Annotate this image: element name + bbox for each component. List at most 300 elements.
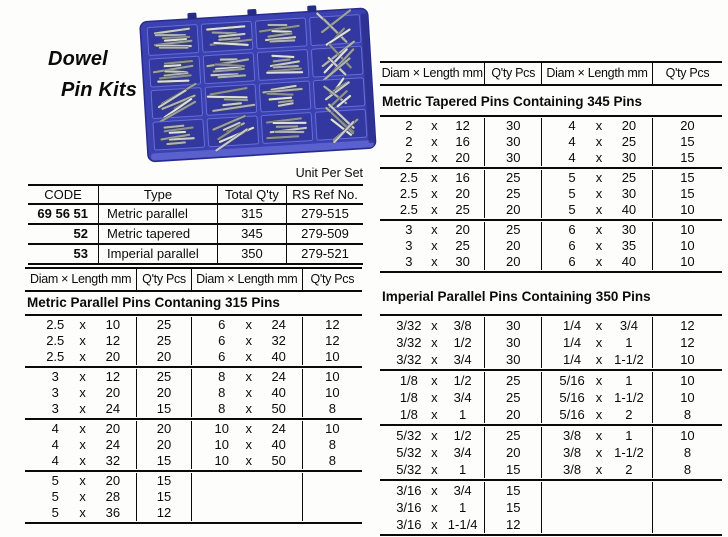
qty-cell: 12 — [680, 318, 695, 333]
qty-cell: 15 — [680, 186, 695, 201]
size-cell — [192, 369, 303, 385]
diameter-value: 4 — [51, 453, 59, 468]
qty-cell: 8 — [328, 437, 336, 452]
qty-cell: 20 — [137, 349, 192, 365]
length-value: 35 — [621, 238, 637, 253]
unit-per-set-label: Unit Per Set — [295, 166, 363, 180]
length-value: 30 — [621, 222, 637, 237]
length-value: 40 — [271, 349, 286, 364]
qty-cell: 25 — [137, 369, 192, 385]
times-separator: x — [595, 373, 603, 388]
qty-cell: 12 — [680, 335, 695, 350]
pin-row — [25, 333, 362, 349]
diameter-value: 3 — [405, 254, 413, 269]
code-table-header-row — [28, 184, 363, 205]
size-cell — [542, 150, 653, 166]
diameter-value: 1/8 — [399, 407, 418, 422]
size-cell — [380, 406, 485, 423]
pin-row — [380, 516, 722, 533]
times-separator — [242, 489, 256, 505]
code-table — [28, 184, 363, 265]
diameter-value: 3/16 — [396, 483, 422, 498]
qty-cell: 10 — [325, 349, 340, 364]
pin-row — [380, 170, 722, 186]
qty-cell: 10 — [325, 385, 340, 400]
times-separator: x — [595, 445, 603, 460]
size-cell — [380, 516, 485, 533]
pin-group — [380, 371, 722, 426]
diameter-value: 2.5 — [46, 317, 65, 332]
times-separator: x — [79, 421, 86, 436]
size-cell — [25, 349, 137, 365]
pin-row — [380, 406, 722, 423]
pin-group — [25, 472, 362, 524]
diam-length-header: Diam × Length mm — [542, 63, 653, 84]
times-separator: x — [431, 390, 438, 405]
length-value: 30 — [621, 186, 637, 201]
times-separator: x — [79, 349, 86, 364]
pin-row — [380, 372, 722, 389]
qty-cell: 15 — [137, 489, 192, 505]
size-cell — [380, 238, 485, 254]
qty-pcs-header: Q'ty Pcs — [665, 66, 710, 80]
diameter-value: 2.5 — [399, 186, 418, 201]
page-title — [48, 44, 137, 106]
rs-ref-header: RS Ref No. — [292, 187, 358, 202]
length-value: 1/2 — [453, 335, 472, 350]
metric-tapered-body — [380, 117, 722, 273]
qty-cell: 25 — [485, 372, 542, 389]
diameter-value: 5 — [568, 202, 576, 217]
qty-cell: 12 — [325, 333, 340, 348]
size-cell — [25, 473, 137, 489]
diameter-value: 3/32 — [396, 352, 422, 367]
length-value: 30 — [455, 254, 470, 269]
rs-ref-cell: 279-509 — [301, 226, 349, 241]
size-cell — [380, 351, 485, 368]
diameter-value: 6 — [218, 333, 226, 348]
qty-cell: 8 — [328, 453, 336, 468]
length-value — [256, 505, 302, 521]
times-separator: x — [245, 421, 252, 436]
qty-cell: 30 — [485, 134, 542, 150]
size-cell — [380, 499, 485, 516]
type-cell: Metric tapered — [99, 225, 218, 243]
pin-table-header-row — [25, 267, 362, 292]
dowel-pin — [159, 46, 189, 49]
length-value: 1 — [625, 373, 633, 388]
size-cell — [380, 427, 485, 444]
total-qty-cell: 345 — [218, 225, 287, 243]
qty-cell: 25 — [485, 389, 542, 406]
size-cell — [380, 334, 485, 351]
times-separator: x — [595, 238, 603, 253]
length-value: 20 — [105, 473, 121, 488]
pin-group — [25, 368, 362, 420]
length-value: 1-1/4 — [447, 517, 478, 532]
times-separator: x — [595, 118, 603, 133]
times-separator: x — [595, 134, 603, 149]
qty-cell: 25 — [485, 186, 542, 202]
case-compartment — [153, 119, 205, 150]
qty-cell: 12 — [485, 516, 542, 533]
pin-row — [380, 499, 722, 516]
size-cell — [192, 489, 303, 505]
pin-group — [380, 481, 722, 536]
length-value: 25 — [455, 202, 470, 217]
qty-cell: 25 — [485, 427, 542, 444]
qty-pcs-header: Q'ty Pcs — [137, 269, 192, 290]
qty-cell — [653, 482, 722, 499]
size-cell — [192, 437, 303, 453]
times-separator: x — [245, 385, 252, 400]
code-cell: 69 56 51 — [28, 205, 99, 223]
pin-group — [380, 169, 722, 221]
qty-cell: 15 — [680, 150, 695, 165]
times-separator: x — [245, 333, 252, 348]
length-value: 1/2 — [453, 373, 472, 388]
dowel-pin — [272, 122, 307, 125]
dowel-pin — [274, 131, 304, 134]
length-value: 16 — [455, 134, 470, 149]
length-value: 32 — [271, 333, 286, 348]
pin-row — [25, 453, 362, 469]
length-value — [606, 499, 652, 516]
length-value: 3/4 — [453, 445, 472, 460]
length-value: 20 — [621, 118, 637, 133]
pin-row — [380, 444, 722, 461]
size-cell — [380, 372, 485, 389]
qty-cell: 10 — [680, 428, 695, 443]
metric-tapered-section-title: Metric Tapered Pins Containing 345 Pins — [380, 86, 722, 117]
qty-cell: 10 — [325, 369, 340, 384]
metric-parallel-section-title: Metric Parallel Pins Contaning 315 Pins — [25, 292, 362, 316]
times-separator: x — [595, 390, 603, 405]
length-value: 1 — [459, 407, 467, 422]
length-value: 2 — [625, 407, 633, 422]
times-separator: x — [595, 222, 603, 237]
length-value: 12 — [105, 369, 121, 384]
size-cell — [542, 202, 653, 218]
pin-row — [380, 317, 722, 334]
qty-pcs-header: Q'ty Pcs — [485, 63, 542, 84]
length-value: 1 — [459, 500, 467, 515]
length-value: 50 — [271, 453, 286, 468]
diameter-value: 3 — [51, 401, 59, 416]
times-separator: x — [79, 317, 86, 332]
size-cell — [192, 385, 303, 401]
length-value: 2 — [625, 462, 633, 477]
pin-row — [25, 369, 362, 385]
length-value: 24 — [271, 421, 286, 436]
diameter-value: 1/8 — [399, 373, 418, 388]
qty-cell: 12 — [325, 317, 340, 332]
qty-cell: 25 — [485, 222, 542, 238]
qty-cell: 30 — [485, 150, 542, 166]
pin-kit-case-photo — [134, 2, 380, 172]
qty-cell: 15 — [137, 473, 192, 489]
times-separator: x — [595, 407, 603, 422]
length-value: 3/4 — [453, 483, 472, 498]
diameter-value: 3/8 — [563, 445, 582, 460]
length-value: 32 — [105, 453, 121, 468]
diameter-value: 5 — [51, 489, 59, 504]
diameter-value: 5/16 — [559, 390, 585, 405]
total-qty-cell: 315 — [218, 205, 287, 223]
times-separator: x — [431, 238, 438, 253]
times-separator: x — [595, 254, 603, 269]
size-cell — [192, 505, 303, 521]
size-cell — [25, 437, 137, 453]
diameter-value: 1/8 — [399, 390, 418, 405]
pin-row — [380, 238, 722, 254]
type-cell: Imperial parallel — [99, 245, 218, 263]
size-cell — [192, 401, 303, 417]
times-separator: x — [79, 505, 86, 520]
diameter-value: 5/32 — [396, 428, 422, 443]
diameter-value: 5/16 — [559, 407, 585, 422]
diameter-value: 3 — [405, 238, 413, 253]
pin-row — [25, 505, 362, 521]
length-value: 1-1/2 — [614, 390, 644, 405]
diameter-value: 5 — [51, 473, 59, 488]
size-cell — [542, 238, 653, 254]
times-separator: x — [79, 453, 86, 468]
length-value — [256, 489, 302, 505]
rs-ref-cell: 279-515 — [301, 206, 349, 221]
times-separator: x — [431, 428, 438, 443]
times-separator: x — [245, 401, 252, 416]
code-header: CODE — [28, 186, 99, 203]
pin-row — [380, 254, 722, 270]
times-separator: x — [79, 401, 86, 416]
dowel-pin — [275, 125, 298, 128]
qty-cell: 10 — [680, 202, 695, 217]
pin-table-header-row — [380, 61, 722, 86]
times-separator: x — [79, 385, 86, 400]
length-value: 10 — [105, 317, 121, 332]
size-cell — [542, 134, 653, 150]
diameter-value: 4 — [568, 118, 576, 133]
pin-row — [380, 150, 722, 166]
times-separator: x — [245, 437, 252, 452]
diameter-value — [552, 499, 592, 516]
qty-cell: 20 — [485, 238, 542, 254]
qty-cell: 20 — [485, 254, 542, 270]
qty-cell: 25 — [137, 317, 192, 333]
times-separator: x — [431, 170, 438, 185]
times-separator: x — [79, 473, 86, 488]
pin-row — [380, 389, 722, 406]
pin-group — [25, 420, 362, 472]
times-separator: x — [595, 335, 603, 350]
times-separator — [592, 499, 606, 516]
size-cell — [542, 334, 653, 351]
length-value: 1 — [625, 335, 633, 350]
pin-row — [380, 222, 722, 238]
imperial-parallel-section-title: Imperial Parallel Pins Containing 350 Pins — [382, 289, 651, 304]
diameter-value: 10 — [214, 421, 230, 436]
size-cell — [380, 461, 485, 478]
times-separator: x — [79, 437, 86, 452]
title-line-1: Dowel — [48, 48, 108, 70]
times-separator: x — [431, 335, 438, 350]
qty-cell: 30 — [485, 334, 542, 351]
size-cell — [542, 516, 653, 533]
diameter-value — [202, 505, 242, 521]
diameter-value — [202, 489, 242, 505]
qty-cell — [303, 473, 362, 489]
length-value: 1 — [459, 462, 467, 477]
diameter-value: 6 — [218, 349, 226, 364]
size-cell — [192, 453, 303, 469]
length-value: 30 — [621, 150, 637, 165]
pin-row — [380, 427, 722, 444]
times-separator — [242, 473, 256, 489]
pin-row — [380, 482, 722, 499]
times-separator: x — [245, 349, 252, 364]
pin-row — [25, 349, 362, 365]
diameter-value: 8 — [218, 385, 226, 400]
size-cell — [192, 317, 303, 333]
times-separator: x — [431, 407, 438, 422]
diameter-value — [202, 473, 242, 489]
times-separator — [242, 505, 256, 521]
times-separator: x — [431, 500, 438, 515]
pin-row — [380, 134, 722, 150]
length-value: 24 — [105, 437, 121, 452]
times-separator: x — [245, 369, 252, 384]
qty-cell: 8 — [683, 445, 692, 460]
diameter-value: 2.5 — [399, 202, 418, 217]
diameter-value: 1/4 — [563, 318, 582, 333]
size-cell — [542, 254, 653, 270]
code-table-row — [28, 225, 363, 245]
length-value: 3/4 — [453, 352, 472, 367]
length-value: 24 — [271, 369, 286, 384]
qty-cell: 15 — [485, 482, 542, 499]
size-cell — [542, 482, 653, 499]
pin-group — [380, 221, 722, 273]
pin-row — [380, 351, 722, 368]
qty-cell: 10 — [680, 238, 695, 253]
times-separator: x — [595, 318, 603, 333]
times-separator: x — [595, 428, 603, 443]
times-separator: x — [595, 186, 603, 201]
size-cell — [380, 134, 485, 150]
size-cell — [192, 333, 303, 349]
size-cell — [25, 317, 137, 333]
dowel-pin — [266, 71, 303, 74]
diameter-value: 4 — [568, 150, 576, 165]
length-value: 40 — [621, 202, 637, 217]
length-value: 40 — [271, 385, 286, 400]
diameter-value — [552, 516, 592, 533]
size-cell — [542, 406, 653, 423]
length-value: 3/8 — [453, 318, 472, 333]
size-cell — [380, 118, 485, 134]
qty-cell: 20 — [137, 437, 192, 453]
size-cell — [542, 222, 653, 238]
diameter-value — [552, 482, 592, 499]
size-cell — [380, 150, 485, 166]
diameter-value: 10 — [214, 437, 230, 452]
size-cell — [542, 499, 653, 516]
times-separator: x — [431, 254, 438, 269]
length-value: 1-1/2 — [614, 445, 644, 460]
diameter-value: 4 — [51, 437, 59, 452]
qty-cell: 20 — [485, 202, 542, 218]
diameter-value: 5 — [568, 186, 576, 201]
length-value: 25 — [455, 238, 470, 253]
times-separator: x — [245, 453, 252, 468]
times-separator: x — [431, 118, 438, 133]
diameter-value: 2.5 — [46, 333, 65, 348]
length-value: 3/4 — [453, 390, 472, 405]
diameter-value: 8 — [218, 369, 226, 384]
qty-cell — [303, 505, 362, 521]
diameter-value: 5/16 — [559, 373, 585, 388]
diameter-value: 5 — [51, 505, 59, 520]
metric-parallel-body — [25, 316, 362, 524]
qty-pcs-header: Q'ty Pcs — [310, 272, 355, 286]
diam-length-header: Diam × Length mm — [380, 63, 485, 84]
pin-row — [380, 461, 722, 478]
size-cell — [380, 186, 485, 202]
length-value: 40 — [271, 437, 286, 452]
pin-row — [25, 401, 362, 417]
qty-cell: 10 — [680, 254, 695, 269]
pin-row — [25, 317, 362, 333]
size-cell — [380, 389, 485, 406]
length-value: 24 — [271, 317, 286, 332]
imperial-parallel-body — [380, 314, 722, 536]
size-cell — [542, 186, 653, 202]
times-separator: x — [79, 489, 86, 504]
diameter-value: 2 — [405, 118, 413, 133]
size-cell — [380, 317, 485, 334]
qty-cell: 8 — [683, 407, 692, 422]
size-cell — [192, 349, 303, 365]
length-value: 20 — [105, 385, 121, 400]
pin-row — [25, 473, 362, 489]
times-separator: x — [431, 352, 438, 367]
length-value: 20 — [105, 349, 121, 364]
diameter-value: 3/16 — [396, 517, 422, 532]
size-cell — [542, 170, 653, 186]
pin-kit-case-illustration — [134, 2, 380, 172]
length-value: 25 — [621, 134, 637, 149]
qty-cell: 15 — [137, 453, 192, 469]
pin-row — [25, 385, 362, 401]
size-cell — [542, 118, 653, 134]
diameter-value: 5 — [568, 170, 576, 185]
size-cell — [542, 372, 653, 389]
qty-cell: 8 — [683, 462, 692, 477]
times-separator: x — [431, 445, 438, 460]
qty-cell — [303, 489, 362, 505]
size-cell — [542, 461, 653, 478]
length-value: 40 — [621, 254, 637, 269]
size-cell — [380, 482, 485, 499]
diameter-value: 6 — [568, 238, 576, 253]
diameter-value: 4 — [568, 134, 576, 149]
pin-row — [380, 118, 722, 134]
diameter-value: 4 — [51, 421, 59, 436]
size-cell — [542, 444, 653, 461]
code-cell: 52 — [28, 225, 99, 243]
times-separator: x — [595, 462, 603, 477]
